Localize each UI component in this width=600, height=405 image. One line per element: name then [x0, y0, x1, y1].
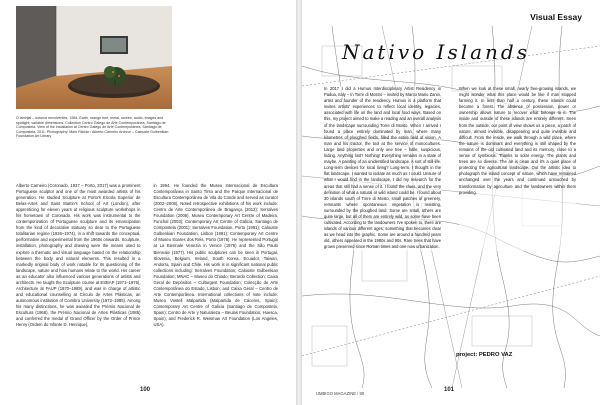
essay-title: Nativo Islands [342, 40, 530, 64]
installation-photo-graphic [16, 6, 172, 109]
bio-column-2: in 1994. He founded the Museu Internacional de Escultura Contemporânea in Santo Tirso and the Parque Internacional de Escultura Contemporânea de Vila do Conde and served as curator (2002–2008). Noted retrospective exhibitions of his work include: Centro de Arte Contemporânea de Bragança (2012); Serralves Foundation (2006), Museu Contemporary Art Centre of Madeira, Funchal (2003); Contemporary Art Centre of Galicia, Santiago de Compostela (2001); Serralves Foundation, Porto (1991); Calouste Gulbenkian Foundation, Lisbon (1991); Contemporary Art Centre of Museu Soares dos Reis, Porto (1976). He represented Portugal at La Biennale Venezia in Venice (1976) and the São Paulo Biennale (1977). His public sculptures can be seen in Portugal, Slovenia, Belgium, Ireland, South Korea, Ecuador, Taiwan, Andorra, Spain and Chile. His work is in significant national public collections including: Serralves Foundation; Calouste Gulbenkian Foundation; MNAC – Museu do Chiado; Berardo Collection; Caixa Geral de Depósitos – Culturgest Foundation; Colecção de Arte Contemporânea do Estado, Lisbon; and Caixa Geral – Centro de Arte Contemporânea. International collections of note include: Museo Vostell Malpartida (Malpartida de Cáceres, Spain); Contemporary Art Centre of Galicia (Santiago de Compostela, Spain); Centro de Arte y Naturaleza – Beulas Foundation, Huesca, Spain), and Frederick R. Weisman Art Foundation (Los Angeles, USA). [153, 183, 278, 328]
artist-bio [16, 183, 278, 328]
project-credit [456, 352, 512, 358]
magazine-footer: UMBIGO MAGAZINE / 80 [316, 391, 365, 396]
bio-column-1: Alberto Carneiro (Coronado, 1937 – Porto, 2017) was a prominent Portuguese sculptor and one of the most awarded artists of his generation. He studied Sculpture at Porto's Escola Superior de Belas-Artes and Saint Martin's School of Art (London), after apprenticing for eleven years at religious sculpture workshops in his hometown of Coronado. His work was instrumental to the contemporization of Portuguese sculpture and its emancipation from the kind of decorative statuary so dear to the Portuguese totalitarian regime (1926–1974), in a shift towards the conceptual, performative and experimental from the 1960s onwards. Sculpture, installation, photography and drawing were the means used to explore a thematic and visual language based on the relationship between the body and natural elements. This resulted in a markedly original body of work notable for its questioning of the landscape, nature and how humans relate to the world. His career as an educator also influenced various generations of artists and architects. He taught the Sculpture course at ESBAP (1971–1976), Architecture at FAUP (1970–1989), and was in charge of artistic and educational counselling at Círculo de Artes Plásticas, an autonomous institution of Coimbra University (1972–1985). Among his many distinctions, he was awarded the Prémio Nacional de Escultura (1968), the Prémio Nacional de Artes Plásticas (1985) and conferred the medal of Grand Officer by the Order of Prince Henry (Ordem do Infante D. Henrique), [16, 183, 141, 328]
project-artist: PEDRO VAZ [478, 352, 513, 358]
essay-column-1: In 2017 I did a Humus Interdisciplinary Artist Residency in Padua, Italy – in Torre di Mostro – invited by Marco Mario Zanin, artist and founder of the residency. Humus is a platform that invites artists' experiences to reflect local identity, legacies, associated with life on the land and local food ways. Based on this, my project aimed to make a reading and an overall analysis of the landscape surrounding Torre di Mosto. When I arrived I found a place entirely dominated by man, where many kilometres of ploughed fields, filled the entire field of vision. A man and his tractor, the tool at the service of monocultures. Large land properties and only one tree – futile, suspicious, hiding. Anything lost? Nothing! Everything remains in a state of maybe. A painting of an unidentified landscape. A sort of still-life. Long-term devices for local living? Long-term. I thought in the flat landscape. I wanted to isolate as much as I could. Unsure of what I would find in the landscape, I did my research for the areas that still had a sense of it. I found the clues, and the very definition of what a natural or wild island could be. I found about 30 islands south of Torre di Mosto, small patches of greenery, remnants where spontaneous vegetation is resisting, surrounded by the ploughed land. Some are small, others are quite large, but all of them are entirely wild, as some have been cultivated. According to the landowners I've spoken to, there are islands of various different ages; something that becomes clear as we head into the graphic. Some are around a hundred years old, others appeared in the 1980s and 90s. Rare trees that have grown preserved since Roman times and one now urbanization. [324, 86, 441, 250]
page-number-left: 100 [140, 387, 151, 393]
essay-text [324, 86, 576, 251]
photo-caption: O lamrijal – notorus envolventes, 1984. Earth, orange tree, metal, screen, audio, images and spotlight; variable dimensions. Collection Centro Galego de Arte Contemporánea, Santiago de Compostela. View of the installation at Centro Galego de Arte Contemporánea, Santiago de Compostela, 2011. Photography: Mark Ritchie / Alberto Carneiro Archive – Calouste Gulbenkian Foundation Art Library [16, 116, 169, 138]
left-page [0, 0, 296, 405]
installation-photo [16, 6, 172, 109]
right-page [302, 0, 600, 405]
page-number-right: 101 [444, 387, 455, 393]
section-label: Visual Essay [530, 12, 582, 22]
essay-column-2: When we look at these small, nearly free-growing islands, we might wonder what this place would be like if man stopped farming it. In less than half a century, these islands could become a forest. The absence of possession, power or ownership allows nature to recover what belongs to it. The inside and outside of these islands are entirely different. Seen from the outside, our point of view shows us a piece, a patch of nature, almost invisible, disappearing and quite invisible and difficult. From the inside, we walk through a wild place, where the nature is dominant and everything is still shaped by the remains of the old cultivated land and its memory, close to a sense of symbiosis. Thanks to solar energy. The plants and trees are so diverse. The air is clean and it's a quiet place of protecting the agricultural landscape. Out the artistic idea to photograph the island concept of nature, which have remained unchanged over the years and continued untouched by transformation by agriculture and the landowners within them providing. [459, 86, 576, 251]
project-label: project: [456, 352, 478, 358]
